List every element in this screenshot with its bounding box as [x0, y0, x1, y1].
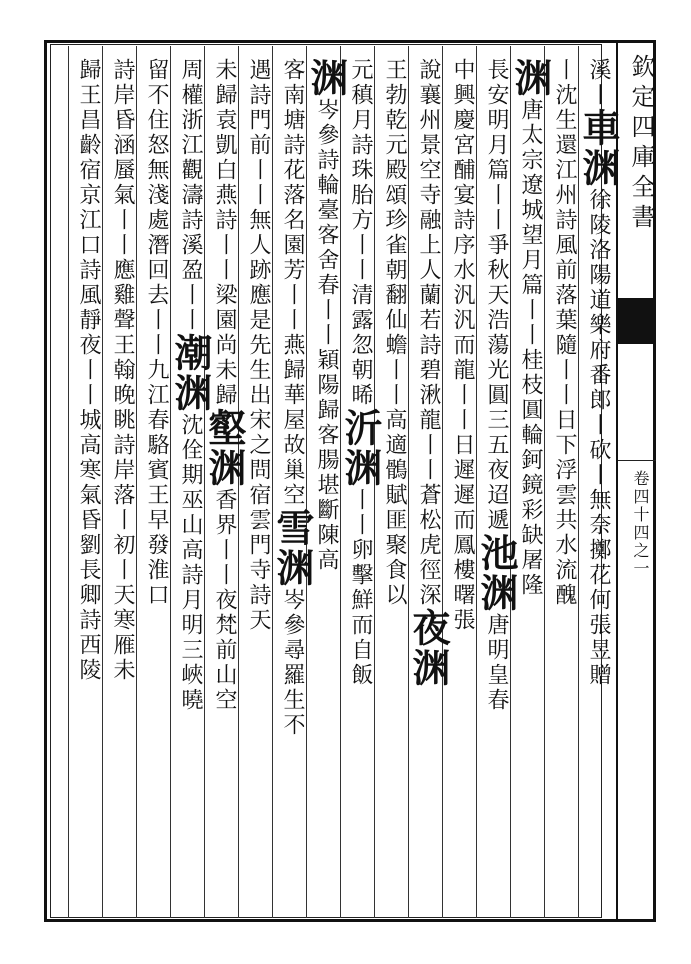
text-column — [270, 58, 315, 738]
entry-text: 元稹月詩珠胎方丨丨清露忽朝晞 — [348, 58, 373, 408]
entry-text: 丨沈生還江州詩風前落葉隨丨丨日下浮雲共水流 — [552, 58, 577, 583]
text-column — [71, 58, 105, 683]
entry-text: 醜 — [552, 583, 577, 608]
entry-text: 香界丨丨夜梵前山空 — [212, 488, 237, 713]
fishtail-mark — [618, 298, 656, 344]
text-column — [547, 58, 581, 608]
entry-text: 留不住怒無淺處潛回去 — [144, 58, 169, 308]
entry-text: 沈佺期巫山高詩月明三峽曉 — [178, 413, 203, 713]
entry-text: 岑參尋羅生不 — [280, 588, 305, 738]
entry-heading: 雪渊 — [270, 508, 315, 588]
text-column — [338, 58, 383, 688]
entry-text: 溪丨 — [586, 58, 611, 108]
text-column — [105, 58, 139, 683]
entry-text: 中興慶宮酺宴詩序水汎汎而龍丨丨日遲遲而鳳樓曙張 — [450, 58, 475, 633]
text-column — [576, 58, 621, 688]
entry-text: 長安明月篇丨丨爭秋天浩蕩光圓三五夜迢遞 — [484, 58, 509, 533]
entry-text: 徐陵洛陽道樂府番郎丨砍丨無奈擲花何張昱贈 — [586, 188, 611, 688]
entry-text: 遇詩門前丨丨無人跡應是先生出 — [246, 58, 271, 408]
text-column — [168, 58, 213, 713]
entry-heading: 車渊 — [576, 108, 621, 188]
entry-text: 丨丨卵擊鮮而自飯 — [348, 488, 373, 688]
entry-text: 唐太宗遼城望月篇丨丨桂枝圓輪鈳鏡彩缺屠隆 — [518, 98, 543, 598]
entry-text: 宋之問宿雲門寺詩天 — [246, 408, 271, 633]
entry-heading: 池渊 — [474, 533, 519, 613]
entry-text: 說襄州景空寺融上人蘭若詩碧湫龍丨丨蒼松虎徑深 — [416, 58, 441, 608]
entry-text: 王勃乾元殿頌珍雀朝翻仙蟾丨丨 — [382, 58, 407, 408]
entry-heading: 壑渊 — [202, 408, 247, 488]
entry-text: 歸王昌齡宿京江口詩風靜夜丨丨城高寒氣昏劉長卿詩西陵 — [76, 58, 101, 683]
entry-text: 周權浙江觀濤詩溪盈丨丨 — [178, 58, 203, 333]
text-column — [377, 58, 411, 608]
text-column — [508, 58, 553, 598]
entry-text: 客南塘詩花落名園芳丨丨燕歸華屋故巢空 — [280, 58, 305, 508]
entry-heading: 夜渊 — [406, 608, 451, 688]
entry-heading: 沂渊 — [338, 408, 383, 488]
gutter-rule — [618, 460, 656, 461]
text-column — [304, 58, 349, 573]
book-title: 欽定四庫全書 — [627, 54, 655, 234]
entry-text: 岑參詩輪臺客舍春丨丨穎陽歸客腸堪斷陳高 — [314, 98, 339, 573]
text-column — [139, 58, 173, 608]
entry-heading: 渊 — [304, 58, 349, 98]
entry-heading: 潮渊 — [168, 333, 213, 413]
entry-text: 高適鶻賦匪聚食以 — [382, 408, 407, 608]
entry-text: 詩岸昏涵蜃氣丨丨應雞聲王翰晚眺詩岸落丨初丨天寒雁未 — [110, 58, 135, 683]
entry-heading: 渊 — [508, 58, 553, 98]
text-column — [445, 58, 479, 633]
text-column — [474, 58, 519, 713]
entry-text: 未歸袁凱白燕詩丨丨梁園尚未歸 — [212, 58, 237, 408]
column-rule — [68, 46, 69, 918]
entry-text: 唐明皇春 — [484, 613, 509, 713]
entry-text: 丨丨九江春駱賓王早發淮口 — [144, 308, 169, 608]
text-column — [241, 58, 275, 633]
volume-label: 卷四十四之一 — [631, 470, 650, 578]
text-column — [406, 58, 451, 688]
page-gutter — [616, 40, 656, 922]
